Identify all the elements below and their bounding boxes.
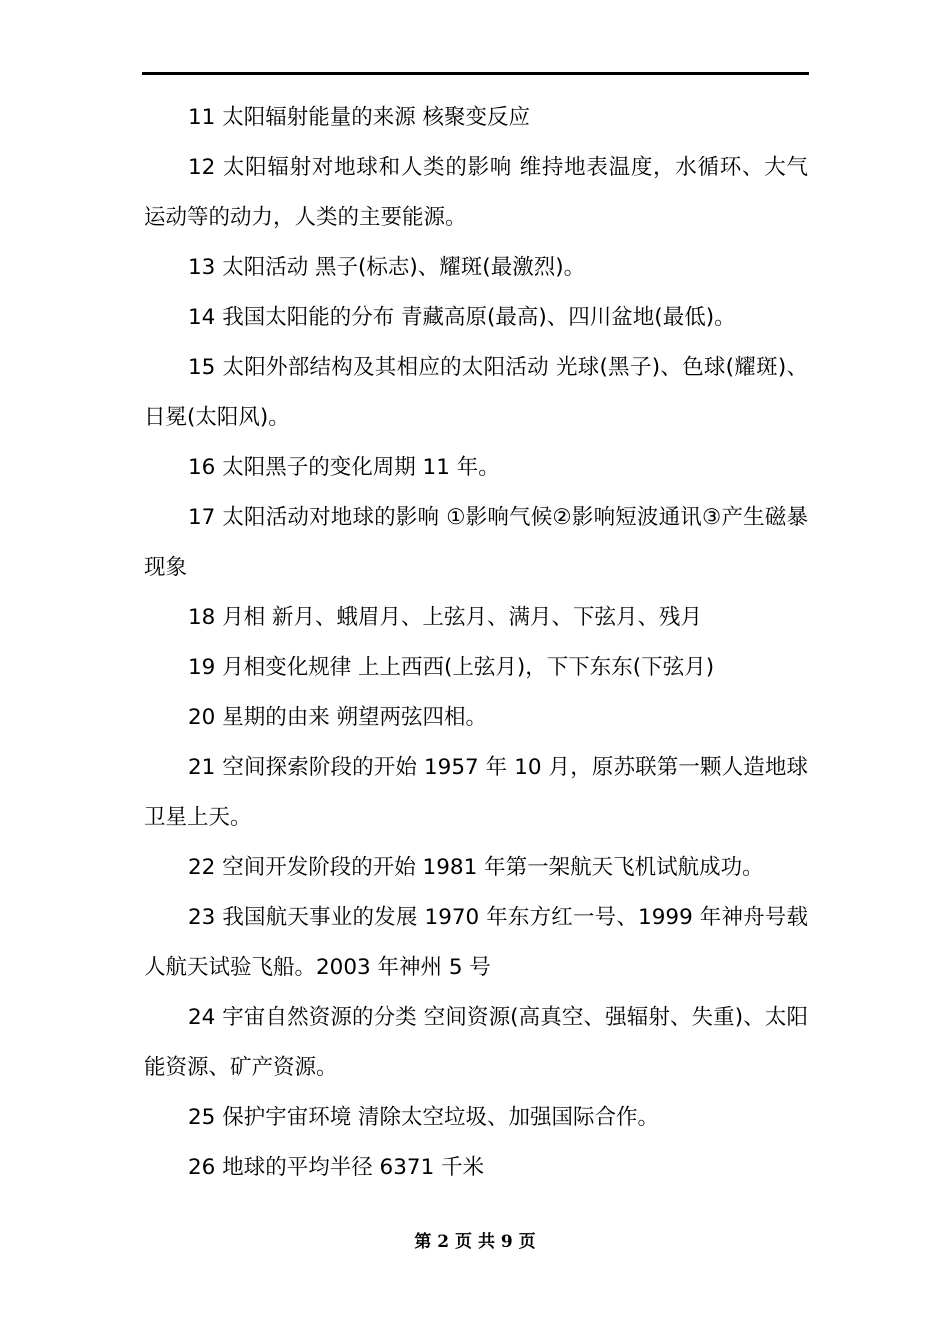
list-item: 22 空间开发阶段的开始 1981 年第一架航天飞机试航成功。 [188, 855, 764, 880]
list-item: 26 地球的平均半径 6371 千米 [188, 1155, 485, 1180]
list-item: 25 保护宇宙环境 清除太空垃圾、加强国际合作。 [188, 1105, 660, 1130]
list-item: 17 太阳活动对地球的影响 ①影响气候②影响短波通讯③产生磁暴现象 [144, 505, 808, 580]
page-number-footer: 第 2 页 共 9 页 [414, 1232, 536, 1252]
list-item: 24 宇宙自然资源的分类 空间资源(高真空、强辐射、失重)、太阳能资源、矿产资源。 [144, 1005, 808, 1080]
list-item: 13 太阳活动 黑子(标志)、耀斑(最激烈)。 [188, 255, 586, 280]
list-item: 20 星期的由来 朔望两弦四相。 [188, 705, 488, 730]
header-rule [142, 72, 809, 75]
list-item: 14 我国太阳能的分布 青藏高原(最高)、四川盆地(最低)。 [188, 305, 736, 330]
list-item: 11 太阳辐射能量的来源 核聚变反应 [188, 105, 531, 130]
list-item: 12 太阳辐射对地球和人类的影响 维持地表温度，水循环、大气运动等的动力，人类的主要能源。 [144, 155, 808, 230]
list-item: 19 月相变化规律 上上西西(上弦月)，下下东东(下弦月) [188, 655, 715, 680]
list-item: 16 太阳黑子的变化周期 11 年。 [188, 455, 500, 480]
list-item: 15 太阳外部结构及其相应的太阳活动 光球(黑子)、色球(耀斑)、日冕(太阳风)。 [144, 355, 808, 430]
content-body [144, 93, 808, 1193]
list-item: 21 空间探索阶段的开始 1957 年 10 月，原苏联第一颗人造地球卫星上天。 [144, 755, 808, 830]
list-item: 18 月相 新月、蛾眉月、上弦月、满月、下弦月、残月 [188, 605, 703, 630]
list-item: 23 我国航天事业的发展 1970 年东方红一号、1999 年神舟号载人航天试验飞船。2003 年神州 5 号 [144, 905, 808, 980]
